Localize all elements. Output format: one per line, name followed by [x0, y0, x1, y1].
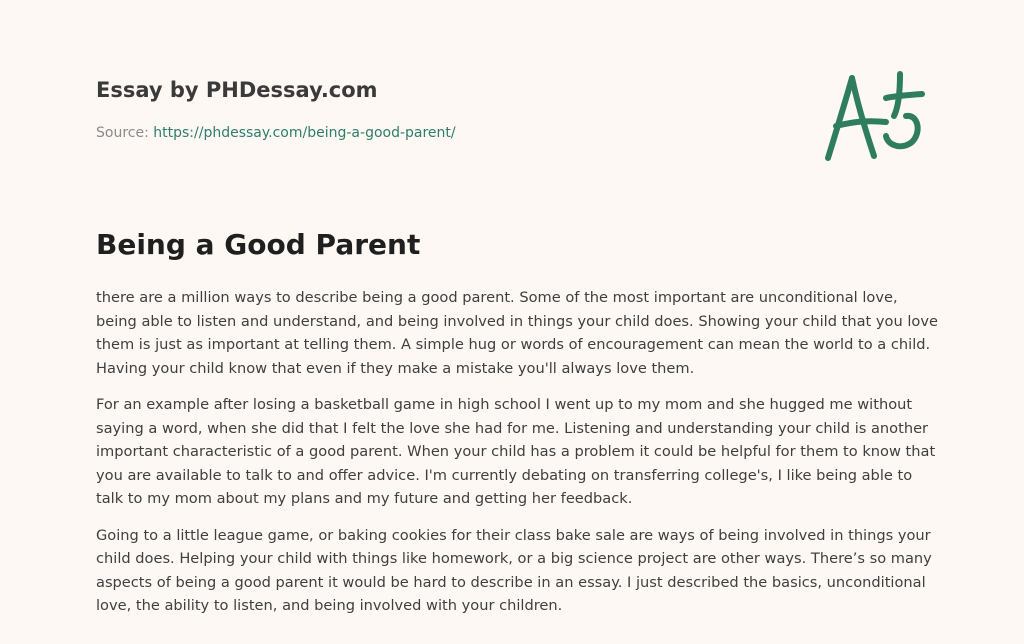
essay-body — [96, 286, 942, 618]
a-plus-grade-icon — [822, 66, 930, 166]
source-link[interactable]: https://phdessay.com/being-a-good-parent/ — [153, 125, 456, 141]
brand-title: Essay by PHDessay.com — [96, 78, 378, 102]
source-line — [96, 124, 796, 142]
essay-title: Being a Good Parent — [96, 228, 421, 261]
paragraph-3: Going to a little league game, or baking cookies for their class bake sale are ways of being involved in things your child does. Helping your child with things like homework, or a big science project are other ways. There’s so many aspects of being a good parent it would be hard to describe in an essay. I just described the basics, unconditional love, the ability to listen, and being involved with your children. — [96, 526, 932, 614]
paragraph-2: For an example after losing a basketball game in high school I went up to my mom and she hugged me without saying a word, when she did that I felt the love she had for me. Listening and understanding your child is another important characteristic of a good parent. When your child has a problem it could be helpful for them to know that you are available to talk to and offer advice. I'm currently debating on transferring college's, I like being able to talk to my mom about my plans and my future and getting her feedback. — [96, 396, 936, 507]
paragraph-1: there are a million ways to describe being a good parent. Some of the most important are unconditional love, being able to listen and understand, and being involved in things your child does. Showing your child that you love them is just as important at telling them. A simple hug or words of encouragement can mean the world to a child. Having your child know that even if they make a mistake you'll always love them. — [96, 289, 938, 377]
essay-article — [96, 226, 942, 631]
source-label: Source: — [96, 125, 149, 141]
essay-header — [96, 76, 796, 142]
